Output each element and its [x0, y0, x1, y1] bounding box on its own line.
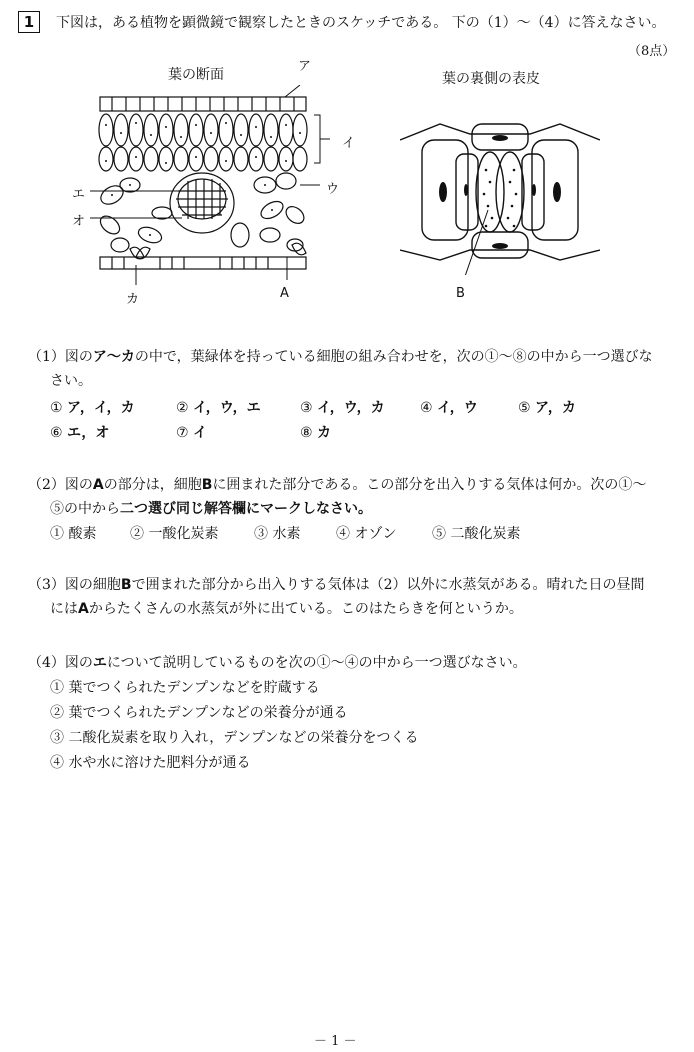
label-ka: カ [126, 292, 140, 307]
page-number: － 1 － [314, 1034, 357, 1049]
q2-choice-3[interactable]: ③ 水素 [254, 526, 301, 542]
q1-choice-2[interactable]: ② イ，ウ，エ [176, 400, 261, 416]
guard-cell-right [496, 152, 524, 232]
label-u: ウ [326, 182, 340, 197]
question-number: 1 [18, 11, 40, 33]
q1-choice-7[interactable]: ⑦ イ [176, 425, 208, 441]
q4-choice-4[interactable]: ④ 水や水に溶けた肥料分が通る [50, 755, 251, 771]
upper-epidermis [100, 97, 306, 111]
q1-line1: （1）図のア～カの中で，葉緑体を持っている細胞の組み合わせを，次の①～⑧の中から一つ選びな [28, 349, 653, 365]
points-label: （8点） [628, 44, 676, 59]
q4-choice-2[interactable]: ② 葉でつくられたデンプンなどの栄養分が通る [50, 705, 348, 721]
label-a: ア [298, 59, 312, 74]
q1-choice-8[interactable]: ⑧ カ [300, 425, 332, 441]
label-i: イ [342, 136, 356, 151]
q1-choice-5[interactable]: ⑤ ア，カ [518, 400, 576, 416]
lower-epidermis [100, 257, 306, 269]
label-e: エ [72, 187, 86, 202]
q2-line2: ⑤の中から二つ選び同じ解答欄にマークしなさい。 [50, 501, 372, 517]
label-A: A [280, 286, 289, 301]
q1-choice-3[interactable]: ③ イ，ウ，カ [300, 400, 385, 416]
q1-choice-4[interactable]: ④ イ，ウ [420, 400, 478, 416]
leaf-cross-section-diagram [90, 85, 330, 285]
q2-choice-2[interactable]: ② 一酸化炭素 [130, 526, 219, 542]
q4-line1: （4）図のエについて説明しているものを次の①～④の中から一つ選びなさい。 [28, 655, 527, 671]
q1-choice-6[interactable]: ⑥ エ，オ [50, 425, 110, 441]
label-B: B [456, 286, 465, 301]
q4-choice-1[interactable]: ① 葉でつくられたデンプンなどを貯蔵する [50, 680, 320, 696]
label-o: オ [72, 214, 86, 229]
q2-choice-5[interactable]: ⑤ 二酸化炭素 [432, 526, 521, 542]
q1-choice-1[interactable]: ① ア，イ，カ [50, 400, 135, 416]
left-figure-title: 葉の断面 [168, 67, 224, 83]
q2-line1: （2）図のAの部分は，細胞Bに囲まれた部分である。この部分を出入りする気体は何か。次の①～ [28, 477, 647, 493]
right-figure-title: 葉の裏側の表皮 [442, 71, 540, 87]
q3-line1: （3）図の細胞Bで囲まれた部分から出入りする気体は（2）以外に水蒸気がある。晴れた日の昼間 [28, 577, 645, 593]
instruction-text: 下図は，ある植物を顕微鏡で観察したときのスケッチである。 下の（1）～（4）に答えなさい。 [56, 15, 666, 31]
q2-choice-1[interactable]: ① 酸素 [50, 526, 97, 542]
q1-line2: さい。 [50, 373, 92, 389]
vascular-bundle [170, 173, 234, 233]
spongy-layer [97, 173, 307, 252]
q2-choice-4[interactable]: ④ オゾン [336, 526, 397, 542]
q3-line2: にはAからたくさんの水蒸気が外に出ている。このはたらきを何というか。 [50, 601, 523, 617]
leaf-epidermis-diagram [400, 110, 600, 275]
palisade-layer [99, 114, 307, 171]
q4-choice-3[interactable]: ③ 二酸化炭素を取り入れ，デンプンなどの栄養分をつくる [50, 730, 419, 746]
